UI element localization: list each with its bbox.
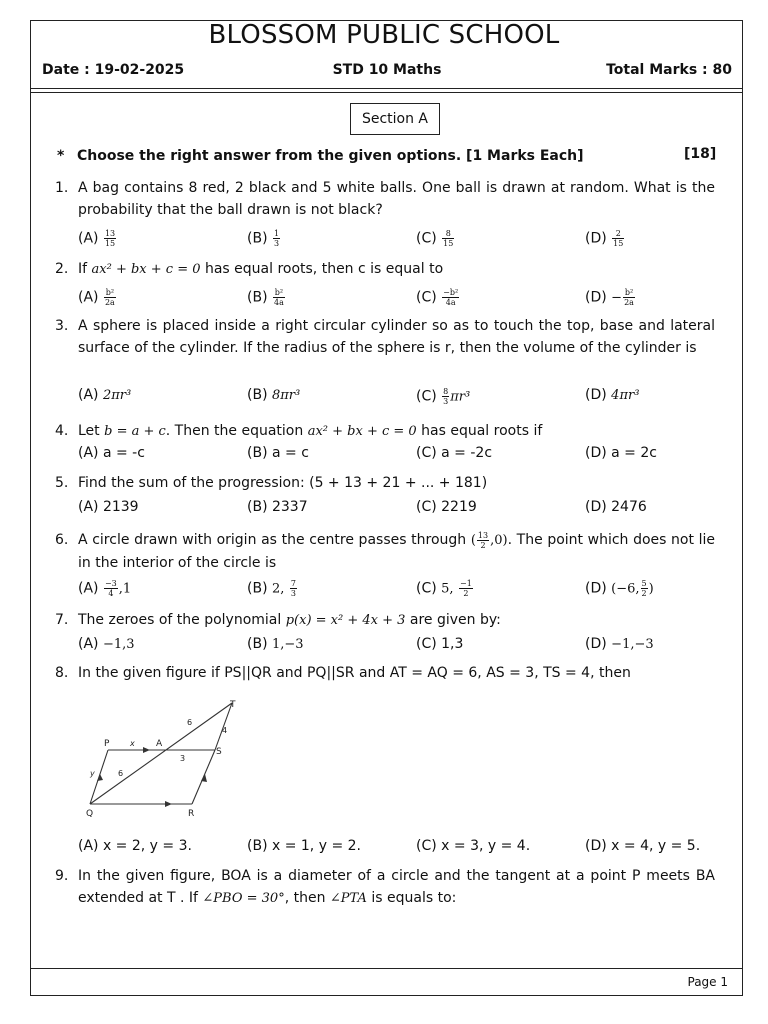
page-number: Page 1 bbox=[687, 975, 728, 989]
footer-divider bbox=[30, 968, 743, 969]
option-c[interactable]: (C) $\frac{8}{15}$ bbox=[416, 229, 454, 248]
arrow-qr bbox=[165, 801, 172, 807]
option-d[interactable]: (D) $\frac{2}{15}$ bbox=[585, 229, 624, 248]
section-label: Section A bbox=[350, 103, 440, 135]
label-as: 3 bbox=[180, 754, 186, 763]
option-c[interactable]: (C) a = -2c bbox=[416, 445, 493, 461]
total-marks: Total Marks : 80 bbox=[606, 62, 732, 78]
label-s: S bbox=[216, 747, 222, 757]
label-t: T bbox=[230, 700, 236, 710]
section-marks: [18] bbox=[684, 146, 717, 162]
option-c[interactable]: (C) 2219 bbox=[416, 499, 477, 515]
question-text: In the given figure if PS||QR and PQ||SR and AT = AQ = 6, AS = 3, TS = 4, then bbox=[78, 665, 631, 681]
option-b[interactable]: (B) x = 1, y = 2. bbox=[247, 838, 361, 854]
question-text: Find the sum of the progression: (5 + 13 + 21 + ... + 181) bbox=[78, 475, 488, 491]
question-text: The zeroes of the polynomial p(x) = x² + 4x + 3 are given by: bbox=[78, 612, 501, 628]
question-text: A circle drawn with origin as the centre passes through ( $\frac{13}{2}$ ,0). The point which does not lie in the interior of the circle is bbox=[78, 530, 716, 571]
question-number: 2. bbox=[55, 261, 69, 277]
question-number: 6. bbox=[55, 532, 69, 548]
option-b[interactable]: (B) $\frac{\text{b²}}{4a}$ bbox=[247, 288, 284, 307]
school-title: BLOSSOM PUBLIC SCHOOL bbox=[208, 20, 560, 50]
parallelogram-figure bbox=[80, 698, 260, 823]
instruction-text: Choose the right answer from the given options. [1 Marks Each] bbox=[77, 148, 584, 164]
arrow-pq bbox=[97, 774, 103, 781]
question-text: A bag contains 8 red, 2 black and 5 white balls. One ball is drawn at random. What is the probability that the ball drawn is not black? bbox=[78, 180, 715, 218]
question-number: 8. bbox=[55, 665, 69, 681]
question-2 bbox=[55, 258, 715, 281]
label-r: R bbox=[188, 809, 195, 819]
label-y: y bbox=[90, 769, 95, 778]
label-p: P bbox=[104, 739, 110, 749]
question-6 bbox=[55, 529, 715, 574]
option-c[interactable]: (C) x = 3, y = 4. bbox=[416, 838, 531, 854]
option-d[interactable]: (D) x = 4, y = 5. bbox=[585, 838, 701, 854]
option-a[interactable]: (A) $\frac{-3}{4}$ ,1 bbox=[78, 579, 132, 598]
question-9 bbox=[55, 865, 715, 910]
question-text: A sphere is placed inside a right circular cylinder so as to touch the top, base and lateral surface of the cylinder. If the radius of the sphere is r, then the volume of the cylinder is bbox=[78, 318, 715, 356]
label-at: 6 bbox=[187, 718, 193, 727]
option-a[interactable]: (A) −1,3 bbox=[78, 636, 135, 652]
header-divider-2 bbox=[30, 92, 743, 93]
option-a[interactable]: (A) a = -c bbox=[78, 445, 145, 461]
question-number: 3. bbox=[55, 318, 69, 334]
option-d[interactable]: (D) (−6, $\frac{5}{2}$ ) bbox=[585, 579, 654, 598]
question-number: 5. bbox=[55, 475, 69, 491]
bullet-star: * bbox=[57, 148, 65, 164]
arrow-ps bbox=[143, 747, 150, 753]
option-a[interactable]: (A) 2139 bbox=[78, 499, 139, 515]
question-text: In the given figure, BOA is a diameter of a circle and the tangent at a point P meets BA extended at T . If ∠PBO = 30°, then ∠PTA is equals to: bbox=[78, 868, 715, 906]
option-b[interactable]: (B) $\frac{1}{3}$ bbox=[247, 229, 280, 248]
option-c[interactable]: (C) $\frac{\text{−b²}}{4a}$ bbox=[416, 288, 459, 307]
question-3 bbox=[55, 315, 715, 359]
option-a[interactable]: (A) $\frac{\text{b²}}{2a}$ bbox=[78, 288, 115, 307]
option-d[interactable]: (D) 4πr³ bbox=[585, 387, 640, 403]
question-1 bbox=[55, 177, 715, 221]
question-8 bbox=[55, 662, 715, 684]
option-b[interactable]: (B) 8πr³ bbox=[247, 387, 301, 403]
header-divider bbox=[30, 88, 743, 89]
option-b[interactable]: (B) 1,−3 bbox=[247, 636, 304, 652]
question-7 bbox=[55, 609, 715, 632]
question-number: 7. bbox=[55, 612, 69, 628]
option-b[interactable]: (B) 2, $\frac{7}{3}$ bbox=[247, 579, 296, 598]
option-b[interactable]: (B) 2337 bbox=[247, 499, 308, 515]
option-a[interactable]: (A) $\frac{13}{15}$ bbox=[78, 229, 116, 248]
option-d[interactable]: (D) a = 2c bbox=[585, 445, 657, 461]
question-5 bbox=[55, 472, 715, 494]
question-number: 1. bbox=[55, 180, 69, 196]
question-text: If ax² + bx + c = 0 has equal roots, then c is equal to bbox=[78, 261, 444, 277]
exam-subject: STD 10 Maths bbox=[332, 62, 442, 78]
instruction bbox=[57, 148, 584, 164]
label-x: x bbox=[130, 739, 135, 748]
question-number: 4. bbox=[55, 423, 69, 439]
option-c[interactable]: (C) 1,3 bbox=[416, 636, 464, 652]
exam-date: Date : 19-02-2025 bbox=[42, 62, 185, 78]
option-b[interactable]: (B) a = c bbox=[247, 445, 309, 461]
question-number: 9. bbox=[55, 868, 69, 884]
option-c[interactable]: (C) 5, $\frac{-1}{2}$ bbox=[416, 579, 472, 598]
question-4 bbox=[55, 420, 715, 443]
option-d[interactable]: (D) − $\frac{\text{b²}}{2a}$ bbox=[585, 288, 634, 307]
option-c[interactable]: (C) $\frac{8}{3}$ πr³ bbox=[416, 387, 471, 406]
label-q: Q bbox=[86, 809, 94, 819]
option-a[interactable]: (A) 2πr³ bbox=[78, 387, 132, 403]
option-a[interactable]: (A) x = 2, y = 3. bbox=[78, 838, 192, 854]
line-qt bbox=[90, 703, 232, 804]
label-a: A bbox=[156, 739, 163, 749]
label-ts: 4 bbox=[222, 726, 228, 735]
question-text: Let b = a + c. Then the equation ax² + bx + c = 0 has equal roots if bbox=[78, 423, 543, 439]
option-d[interactable]: (D) −1,−3 bbox=[585, 636, 654, 652]
label-aq: 6 bbox=[118, 769, 124, 778]
option-d[interactable]: (D) 2476 bbox=[585, 499, 647, 515]
